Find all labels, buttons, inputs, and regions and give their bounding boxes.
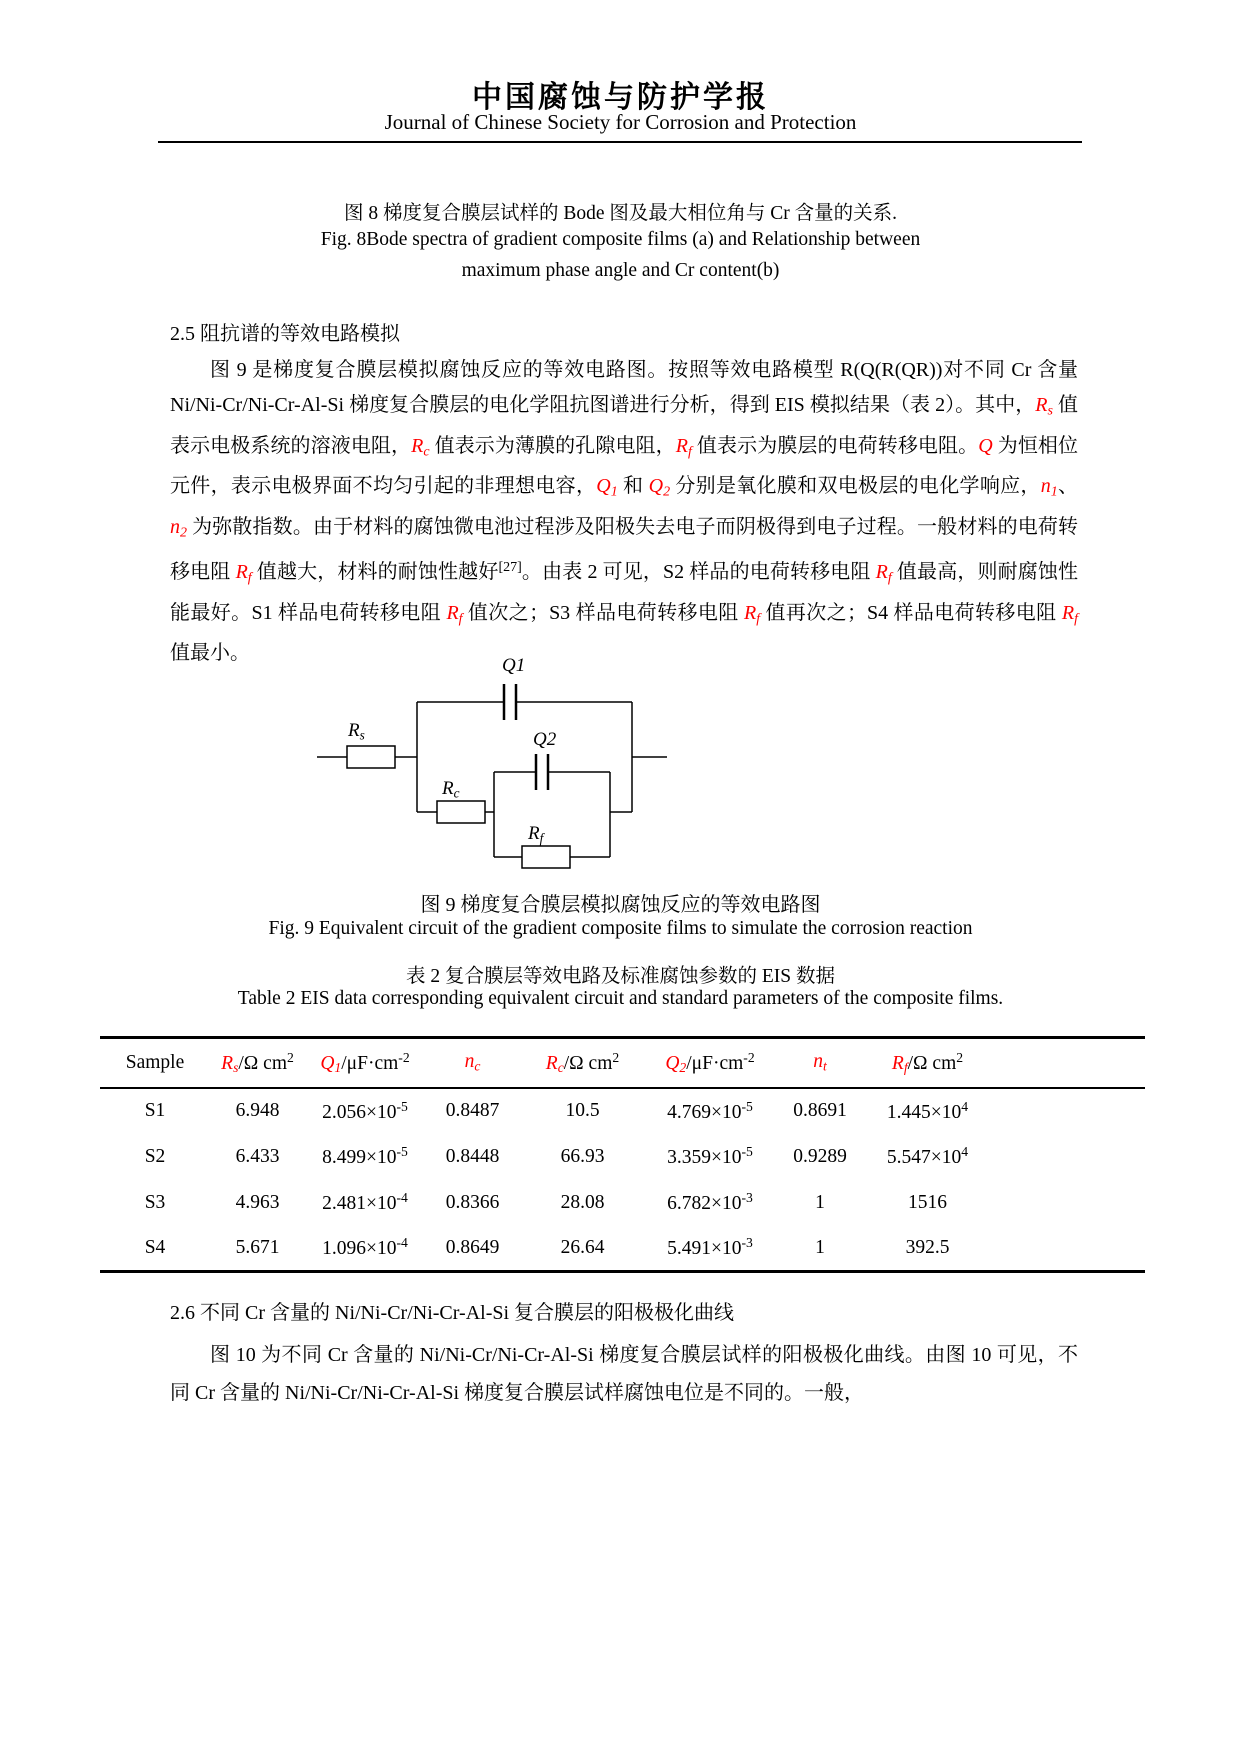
circuit-label-q2: [533, 729, 556, 751]
text-segment: 10.5: [565, 1100, 600, 1121]
text-segment: S1: [144, 1100, 166, 1121]
text-segment: c: [423, 444, 430, 459]
text-segment: 值最高，则耐腐蚀性能最好。S1 样品电荷转移电阻: [170, 561, 1079, 624]
text-segment: f: [687, 444, 692, 459]
table-cell: [775, 1134, 865, 1180]
text-segment: R: [545, 1052, 558, 1074]
table-cell: [100, 1180, 210, 1226]
table2-caption-en: Table 2 EIS data corresponding equivalent circuit and standard parameters of the composite films.: [237, 988, 1004, 1009]
text-segment: 8.499×10: [322, 1146, 397, 1168]
text-segment: 0.8649: [445, 1236, 500, 1258]
text-segment: f: [247, 570, 252, 586]
text-segment: -2: [398, 1049, 410, 1065]
text-segment: 1: [334, 1059, 342, 1075]
table-cell: [520, 1226, 645, 1272]
text-segment: s: [359, 727, 365, 743]
text-segment: R: [411, 434, 424, 457]
table-header-cell: [775, 1038, 865, 1088]
table-cell: [865, 1088, 990, 1134]
circuit-diagram-svg: [312, 652, 672, 877]
table-spacer-cell: [990, 1038, 1145, 1088]
table-cell: [520, 1180, 645, 1226]
text-segment: 26.64: [560, 1236, 605, 1258]
figure-9-equivalent-circuit: [312, 652, 672, 877]
table-cell: [100, 1226, 210, 1272]
table2-eis-data: [100, 1036, 1145, 1273]
fig8-caption-en-line2: maximum phase angle and Cr content(b): [461, 260, 780, 281]
fig9-caption-cn: 图 9 梯度复合膜层模拟腐蚀反应的等效电路图: [420, 894, 821, 916]
table-cell: [305, 1180, 425, 1226]
text-segment: R: [875, 561, 888, 583]
text-segment: /Ω cm: [907, 1052, 957, 1074]
table-header-cell: [865, 1038, 990, 1088]
text-segment: 5.671: [235, 1236, 280, 1258]
table-spacer-cell: [990, 1180, 1145, 1226]
text-segment: c: [557, 1059, 564, 1075]
circuit-label-q1: [502, 655, 525, 677]
text-segment: 值次之；S3 样品电荷转移电阻: [462, 601, 744, 624]
text-segment: /Ω cm: [563, 1052, 613, 1074]
table-cell: [865, 1226, 990, 1272]
table-cell: [645, 1088, 775, 1134]
text-segment: f: [756, 611, 761, 626]
text-segment: 0.9289: [793, 1145, 847, 1167]
text-segment: 1: [1050, 484, 1058, 500]
text-segment: 28.08: [560, 1191, 605, 1213]
table-header-cell: [100, 1038, 210, 1088]
text-segment: [27]: [498, 560, 522, 575]
table-cell: [775, 1180, 865, 1226]
text-segment: 4.769×10: [667, 1101, 742, 1123]
text-segment: 4: [961, 1144, 969, 1160]
text-segment: 1.096×10: [322, 1238, 397, 1260]
table-cell: [210, 1226, 305, 1272]
table-cell: [305, 1088, 425, 1134]
text-segment: 值再次之；S4 样品电荷转移电阻: [760, 601, 1062, 624]
fig8-caption-en-line1: Fig. 8Bode spectra of gradient composite films (a) and Relationship between: [320, 229, 921, 250]
text-segment: -5: [741, 1144, 753, 1160]
circuit-label-rs: [348, 720, 365, 743]
rs-resistor-box: [347, 746, 395, 768]
text-segment: f: [903, 1059, 908, 1075]
text-segment: /μF·cm: [686, 1052, 744, 1074]
text-segment: R: [743, 601, 757, 624]
text-segment: Q: [665, 1052, 680, 1074]
text-segment: S2: [144, 1145, 166, 1167]
circuit-wires: [317, 702, 667, 857]
header-divider: [158, 141, 1082, 143]
text-segment: 0.8487: [445, 1100, 500, 1121]
text-segment: 1: [815, 1191, 825, 1213]
text-segment: -2: [743, 1049, 755, 1065]
section-2-5-heading: 2.5 阻抗谱的等效电路模拟: [170, 323, 400, 345]
text-segment: R: [221, 1052, 234, 1074]
text-segment: Q2: [533, 729, 557, 750]
table-cell: [645, 1226, 775, 1272]
text-segment: 5.491×10: [667, 1238, 742, 1260]
table-header-row: [100, 1038, 1145, 1088]
text-segment: 6.782×10: [667, 1192, 742, 1214]
table-header-cell: [645, 1038, 775, 1088]
section-2-5-paragraph: [170, 353, 1078, 671]
text-segment: s: [233, 1059, 239, 1075]
text-segment: 2: [180, 525, 187, 540]
table-cell: [645, 1134, 775, 1180]
rf-resistor-box: [522, 846, 570, 868]
text-segment: 2: [679, 1059, 687, 1075]
text-segment: -4: [396, 1235, 408, 1251]
text-segment: R: [442, 778, 454, 799]
fig8-caption-cn: 图 8 梯度复合膜层试样的 Bode 图及最大相位角与 Cr 含量的关系.: [343, 203, 898, 224]
text-segment: -4: [396, 1190, 408, 1206]
text-segment: Q: [978, 434, 993, 457]
text-segment: f: [458, 611, 463, 626]
table-cell: [210, 1088, 305, 1134]
text-segment: R: [1035, 394, 1048, 416]
text-segment: 值表示为膜层的电荷转移电阻。: [691, 434, 979, 457]
text-segment: 0.8691: [793, 1100, 847, 1121]
journal-title-cn: 中国腐蚀与防护学报: [472, 81, 769, 114]
q2-capacitor-plates: [536, 754, 548, 790]
table-header-cell: [520, 1038, 645, 1088]
text-segment: 值表示为薄膜的孔隙电阻，: [429, 434, 676, 457]
text-segment: 4: [961, 1098, 969, 1114]
text-segment: -3: [741, 1235, 753, 1251]
text-segment: 4.963: [235, 1191, 280, 1213]
text-segment: c: [474, 1058, 481, 1074]
text-segment: f: [539, 830, 544, 846]
text-segment: 0.8366: [445, 1191, 500, 1213]
eis-data-table: [100, 1036, 1145, 1273]
text-segment: 和: [617, 475, 649, 497]
text-segment: 2: [663, 484, 671, 500]
text-segment: R: [348, 720, 360, 741]
table-cell: [865, 1180, 990, 1226]
text-segment: Sample: [125, 1051, 185, 1073]
text-segment: R: [675, 434, 688, 457]
table-row: [100, 1226, 1145, 1272]
text-segment: 为恒相位元件，表示电极界面不均匀引起的非理想电容，: [170, 434, 1079, 497]
text-segment: t: [822, 1058, 827, 1074]
table-cell: [520, 1088, 645, 1134]
text-segment: s: [1047, 403, 1053, 419]
text-segment: 图 9 是梯度复合膜层模拟腐蚀反应的等效电路图。按照等效电路模型 R(Q(R(QR))对不同 Cr 含量 Ni/Ni-Cr/Ni-Cr-Al-Si 梯度复合膜层的电化学阻抗图谱进行分析，得到 EIS 模拟结果（表 2）。其中，: [170, 359, 1078, 416]
text-segment: n: [464, 1051, 475, 1073]
fig9-caption-en: Fig. 9 Equivalent circuit of the gradient composite films to simulate the corrosion reaction: [268, 918, 973, 939]
text-segment: R: [1061, 601, 1075, 624]
table2-caption-cn: 表 2 复合膜层等效电路及标准腐蚀参数的 EIS 数据: [405, 966, 835, 987]
table-spacer-cell: [990, 1088, 1145, 1134]
table-cell: [305, 1134, 425, 1180]
q1-capacitor-plates: [504, 684, 516, 720]
table-cell: [425, 1180, 520, 1226]
table-row: [100, 1134, 1145, 1180]
text-segment: 2.481×10: [322, 1192, 397, 1214]
table-cell: [100, 1088, 210, 1134]
text-segment: 3.359×10: [667, 1146, 742, 1168]
text-segment: 6.433: [235, 1145, 280, 1167]
table-cell: [210, 1134, 305, 1180]
text-segment: 分别是氧化膜和双电极层的电化学响应，: [670, 475, 1041, 497]
table-spacer-cell: [990, 1226, 1145, 1272]
text-segment: n: [813, 1051, 823, 1073]
table-row: [100, 1088, 1145, 1134]
table-cell: [865, 1134, 990, 1180]
text-segment: Q1: [502, 655, 526, 676]
circuit-label-rc: [442, 778, 460, 801]
text-segment: f: [887, 570, 892, 586]
text-segment: -5: [741, 1098, 753, 1114]
text-segment: n: [170, 515, 180, 538]
circuit-label-rf: [528, 823, 543, 846]
table-cell: [775, 1088, 865, 1134]
table-header-cell: [210, 1038, 305, 1088]
table-spacer-cell: [990, 1134, 1145, 1180]
table-cell: [425, 1088, 520, 1134]
text-segment: R: [235, 561, 248, 583]
table-cell: [425, 1134, 520, 1180]
table-cell: [520, 1134, 645, 1180]
text-segment: S4: [144, 1236, 166, 1258]
text-segment: 66.93: [560, 1145, 605, 1167]
journal-title-en: Journal of Chinese Society for Corrosion and Protection: [384, 110, 857, 134]
section-2-6-heading: 2.6 不同 Cr 含量的 Ni/Ni-Cr/Ni-Cr-Al-Si 复合膜层的阳极极化曲线: [170, 1302, 735, 1324]
text-segment: -3: [741, 1190, 753, 1206]
text-segment: 图 10 为不同 Cr 含量的 Ni/Ni-Cr/Ni-Cr-Al-Si 梯度复合膜层试样的阳极极化曲线。由图 10 可见，不同 Cr 含量的 Ni/Ni-Cr/Ni-Cr-Al-Si 梯度复合膜层试样腐蚀电位是不同的。一般，: [170, 1344, 1078, 1404]
text-segment: 为弥散指数。由于材料的腐蚀微电池过程涉及阳极失去电子而阴极得到电子过程。一般材料的电荷转移电阻: [170, 515, 1078, 583]
text-segment: 值越大，材料的耐蚀性越好: [251, 561, 499, 583]
text-segment: f: [1074, 611, 1079, 626]
text-segment: 5.547×10: [886, 1146, 962, 1168]
text-segment: 值表示电极系统的溶液电阻，: [170, 394, 1078, 457]
table-cell: [305, 1226, 425, 1272]
table-cell: [775, 1226, 865, 1272]
table-cell: [425, 1226, 520, 1272]
text-segment: Q: [320, 1052, 335, 1074]
table-cell: [210, 1180, 305, 1226]
rc-resistor-box: [437, 801, 485, 823]
text-segment: n: [1040, 475, 1051, 497]
text-segment: 、: [1057, 475, 1079, 497]
table-header-cell: [425, 1038, 520, 1088]
text-segment: 1: [610, 484, 618, 500]
text-segment: -5: [396, 1144, 408, 1160]
text-segment: 2.056×10: [322, 1101, 397, 1123]
text-segment: 392.5: [905, 1236, 950, 1258]
text-segment: S3: [144, 1191, 166, 1213]
text-segment: 。由表 2 可见，S2 样品的电荷转移电阻: [521, 561, 876, 583]
table-cell: [645, 1180, 775, 1226]
table-row: [100, 1180, 1145, 1226]
text-segment: /μF·cm: [341, 1052, 399, 1074]
text-segment: 2: [612, 1049, 620, 1065]
text-segment: R: [891, 1052, 904, 1074]
table-cell: [100, 1134, 210, 1180]
text-segment: Q: [596, 475, 611, 497]
text-segment: R: [528, 823, 540, 844]
text-segment: /Ω cm: [238, 1052, 287, 1074]
text-segment: R: [446, 601, 459, 624]
text-segment: 0.8448: [445, 1145, 500, 1167]
text-segment: 1516: [908, 1191, 947, 1213]
text-segment: 值最小。: [170, 642, 250, 664]
section-2-6-paragraph: [170, 1336, 1078, 1412]
text-segment: -5: [396, 1098, 408, 1114]
text-segment: Q: [648, 475, 664, 497]
table-header-cell: [305, 1038, 425, 1088]
text-segment: 2: [956, 1049, 964, 1065]
text-segment: 2: [287, 1049, 294, 1065]
text-segment: 1.445×10: [886, 1101, 962, 1123]
text-segment: c: [453, 785, 460, 801]
text-segment: 6.948: [235, 1100, 280, 1121]
text-segment: 1: [815, 1236, 825, 1258]
